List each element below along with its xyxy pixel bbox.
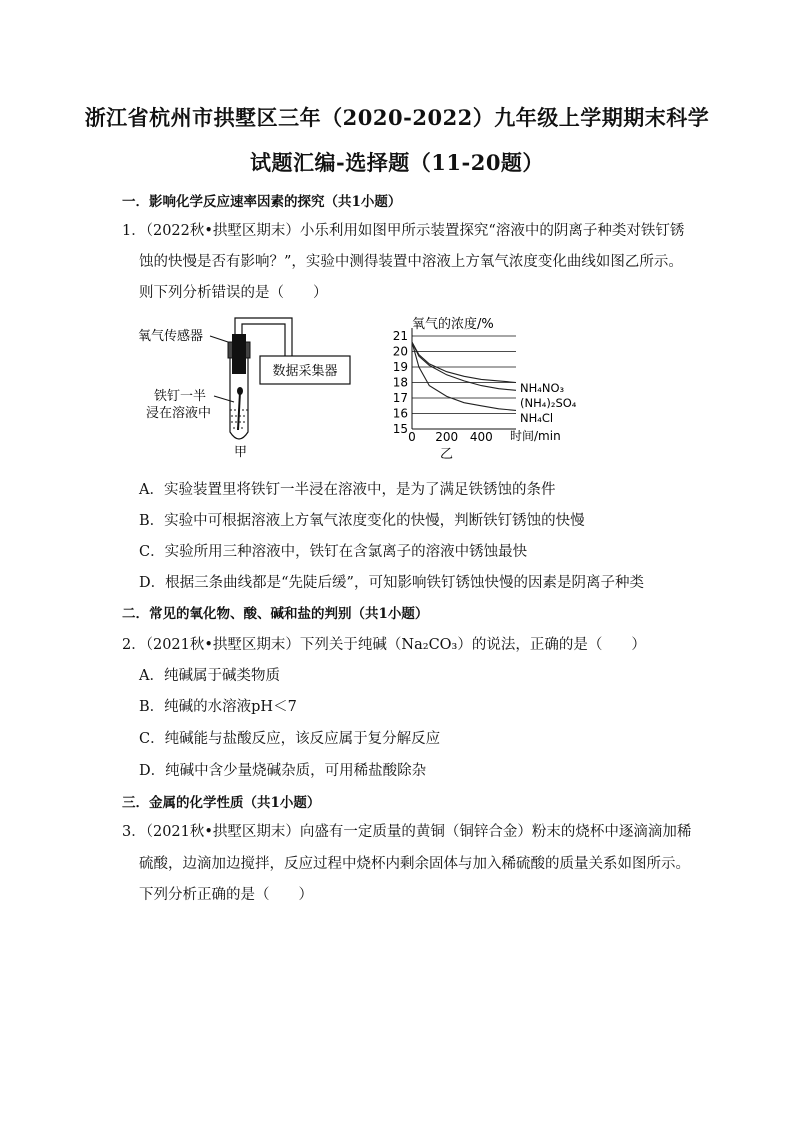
apparatus-caption: 甲 [234,445,248,460]
sensor-pointer [210,336,228,342]
apparatus-diagram [138,318,350,460]
question-1-line-1: 1．（2022秋•拱墅区期末）小乐利用如图甲所示装置探究“溶液中的阴离子种类对铁钉锈 [122,223,685,239]
question-2-option-d[interactable]: D．纯碱中含少量烧碱杂质，可用稀盐酸除杂 [139,763,427,779]
question-3-line-3: 下列分析正确的是（ ） [139,887,313,903]
chart-y-tick-label: 18 [392,375,408,390]
question-2-option-b[interactable]: B．纯碱的水溶液pH＜7 [139,699,297,715]
chart-series-label: NH₄Cl [520,411,554,425]
oxygen-concentration-chart [393,316,577,462]
question-3-line-1: 3．（2021秋•拱墅区期末）向盛有一定质量的黄铜（铜锌合金）粉末的烧杯中逐滴滴加稀 [122,824,692,840]
nail-head [237,387,243,395]
question-1-option-b[interactable]: B．实验中可根据溶液上方氧气浓度变化的快慢，判断铁钉锈蚀的快慢 [139,513,585,529]
question-1-option-d[interactable]: D．根据三条曲线都是“先陡后缓”，可知影响铁钉锈蚀快慢的因素是阴离子种类 [139,575,644,591]
chart-series-label: (NH₄)₂SO₄ [520,396,577,410]
question-2-option-c[interactable]: C．纯碱能与盐酸反应，该反应属于复分解反应 [139,731,441,747]
oxygen-sensor [232,334,246,374]
question-3-line-2: 硫酸，边滴加边搅拌，反应过程中烧杯内剩余固体与加入稀硫酸的质量关系如图所示。 [139,856,690,872]
chart-y-tick-label: 19 [392,360,408,374]
chart-xlabel: 时间/min [510,429,561,443]
chart-caption: 乙 [440,447,454,462]
chart-y-tick-label: 20 [392,344,408,359]
chart-x-tick-label: 400 [469,430,493,444]
question-2-option-a[interactable]: A．纯碱属于碱类物质 [139,668,280,684]
question-1-option-a[interactable]: A．实验装置里将铁钉一半浸在溶液中，是为了满足铁锈蚀的条件 [139,482,556,498]
collector-label: 数据采集器 [272,364,338,379]
chart-y-tick-label: 15 [392,422,408,436]
figure-svg [130,312,577,462]
chart-series-line [412,342,516,382]
chart-ylabel: 氧气的浓度/% [412,317,494,332]
question-2-line-1: 2．（2021秋•拱墅区期末）下列关于纯碱（Na₂CO₃）的说法，正确的是（ ） [122,637,646,653]
question-1-figure [130,312,577,466]
chart-y-tick-label: 16 [392,406,408,421]
question-1-line-3: 则下列分析错误的是（ ） [139,285,328,301]
nail-label-1: 铁钉一半 [154,389,207,404]
section-heading-3: 三．金属的化学性质（共1小题） [122,795,321,811]
chart-x-tick-label: 0 [408,430,416,444]
iron-nail [238,392,240,430]
chart-y-tick-label: 21 [392,329,408,343]
chart-x-tick-label: 200 [435,430,459,444]
chart-series-label: NH₄NO₃ [520,381,565,395]
nail-label-2: 浸在溶液中 [146,406,212,421]
section-heading-1: 一．影响化学反应速率因素的探究（共1小题） [122,194,402,210]
document-title-line-2: 试题汇编-选择题（11-20题） [250,150,544,175]
question-1-line-2: 蚀的快慢是否有影响？”，实验中测得装置中溶液上方氧气浓度变化曲线如图乙所示。 [139,254,683,270]
document-title-line-1: 浙江省杭州市拱墅区三年（2020-2022）九年级上学期期末科学 [84,105,710,130]
section-heading-2: 二．常见的氧化物、酸、碱和盐的判别（共1小题） [122,606,429,622]
sensor-label: 氧气传感器 [138,329,204,344]
chart-y-tick-label: 17 [392,391,408,405]
question-1-option-c[interactable]: C．实验所用三种溶液中，铁钉在含氯离子的溶液中锈蚀最快 [139,544,528,560]
nail-pointer [214,396,234,402]
